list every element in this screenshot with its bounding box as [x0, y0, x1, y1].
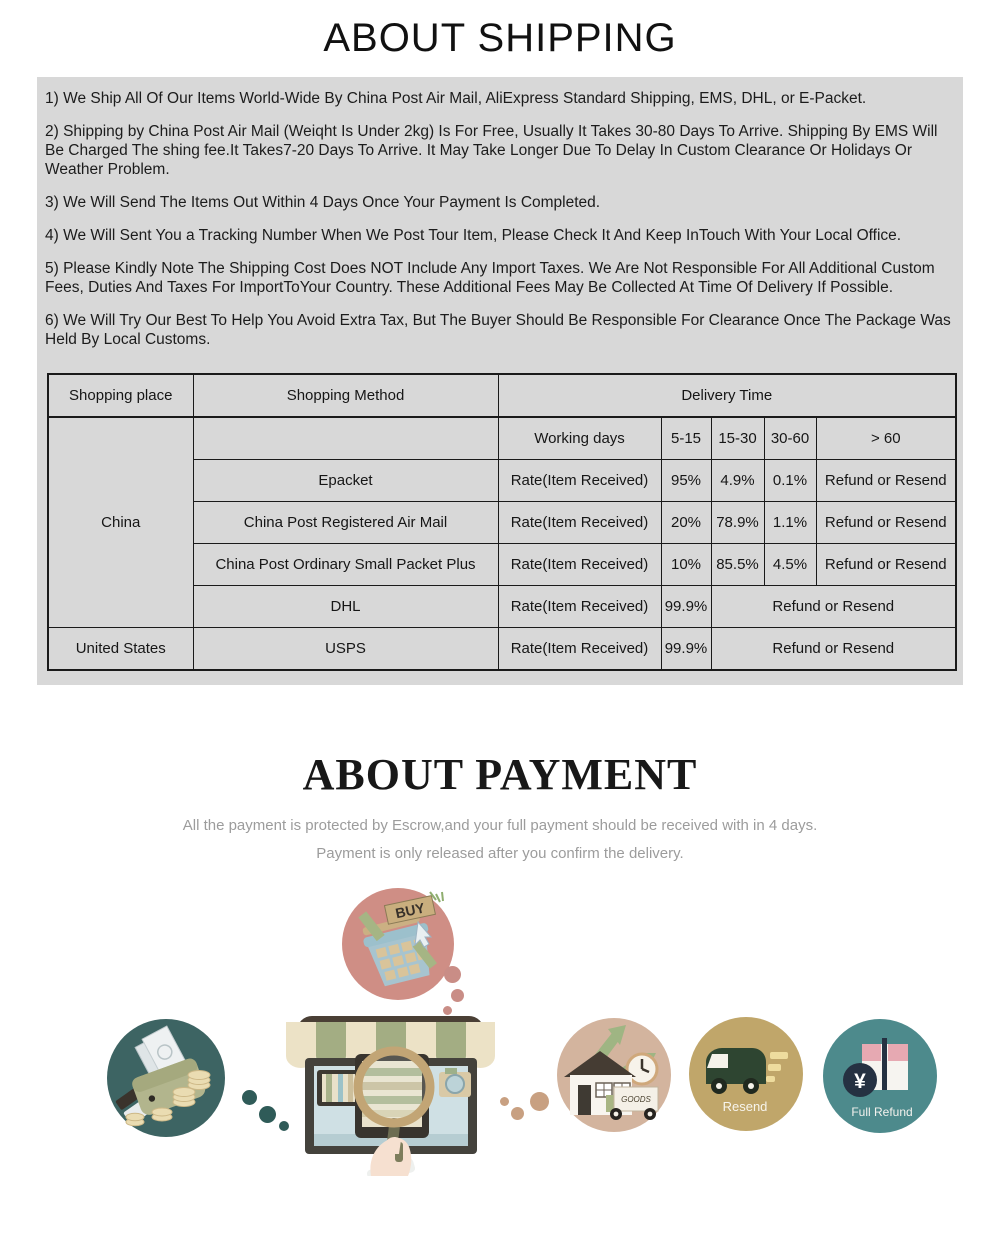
payment-title: ABOUT PAYMENT: [302, 750, 698, 799]
shipping-paragraph-1: 1) We Ship All Of Our Items World-Wide By China Post Air Mail, AliExpress Standard Shipping, EMS, DHL, or E-Packet.: [45, 90, 867, 107]
header-shopping-method: Shopping Method: [193, 374, 498, 417]
shipping-paragraph-5: 5) Please Kindly Note The Shipping Cost Does NOT Include Any Import Taxes. We Are Not Responsible For All Additional Custom Fees, Duties And Taxes For ImportToYour Country. These Additional Fees May Be Collected At Time Of Delivery If Possible.: [45, 260, 935, 296]
flow-dot-teal: [259, 1106, 276, 1123]
header-delivery-time: Delivery Time: [498, 374, 956, 417]
table-row: [48, 417, 956, 460]
table-row: [48, 628, 956, 671]
cell-method: China Post Ordinary Small Packet Plus: [193, 544, 498, 586]
cell-rate: 99.9%: [661, 586, 711, 628]
cell-method: DHL: [193, 586, 498, 628]
store-search-icon: [283, 1016, 498, 1176]
buy-sign-label: BUY: [393, 899, 427, 922]
wallet-payment-icon: [107, 1019, 225, 1137]
goods-label: GOODS: [621, 1095, 651, 1104]
flow-dot-tan: [511, 1107, 524, 1120]
cell-rate: 1.1%: [764, 502, 816, 544]
cell-working-days: Working days: [498, 417, 661, 460]
shipping-paragraph-2: 2) Shipping by China Post Air Mail (Weiqht Is Under 2kg) Is For Free, Usually It Takes 30-80 Days To Arrive. Shipping By EMS Will Be Charged The shing fee.It Takes7-20 Days To Arrive. It May Take Longer Due To Delay In Custom Clearance Or Holidays Or Weather Problem.: [45, 123, 938, 178]
payment-line-2: Payment is only released after you confirm the delivery.: [316, 845, 684, 862]
resend-label: Resend: [722, 1099, 768, 1114]
header-shopping-place: Shopping place: [48, 374, 193, 417]
cell-method: Epacket: [193, 460, 498, 502]
cell-rate-label: Rate(Item Received): [498, 628, 661, 671]
cell-result: Refund or Resend: [711, 586, 956, 628]
full-refund-label: Full Refund: [851, 1105, 913, 1119]
cell-place-china: China: [48, 417, 193, 628]
flow-dot-tan: [500, 1097, 509, 1106]
cell-range-2: 15-30: [711, 417, 764, 460]
cell-rate: 85.5%: [711, 544, 764, 586]
yen-symbol: ¥: [854, 1070, 866, 1093]
cell-method: USPS: [193, 628, 498, 671]
cell-rate: 4.5%: [764, 544, 816, 586]
table-header-row: [48, 374, 956, 417]
cell-place-us: United States: [48, 628, 193, 671]
flow-dot-pink: [451, 989, 464, 1002]
buy-basket-icon: [342, 888, 454, 1000]
shipping-info-panel: [37, 77, 963, 685]
cell-range-4: > 60: [816, 417, 956, 460]
cell-rate: 10%: [661, 544, 711, 586]
cell-rate: 4.9%: [711, 460, 764, 502]
cell-rate: 20%: [661, 502, 711, 544]
full-refund-icon: [822, 1018, 938, 1134]
cell-rate: 78.9%: [711, 502, 764, 544]
shipping-paragraph-4: 4) We Will Sent You a Tracking Number When We Post Tour Item, Please Check It And Keep InTouch With Your Local Office.: [45, 227, 902, 244]
shipping-paragraph-6: 6) We Will Try Our Best To Help You Avoid Extra Tax, But The Buyer Should Be Responsible For Clearance Once The Package Was Held By Local Customs.: [45, 312, 951, 348]
cell-result: Refund or Resend: [816, 544, 956, 586]
shipping-paragraph-3: 3) We Will Send The Items Out Within 4 Days Once Your Payment Is Completed.: [45, 194, 601, 211]
flow-dot-tan: [530, 1092, 549, 1111]
cell-result: Refund or Resend: [816, 460, 956, 502]
cell-range-1: 5-15: [661, 417, 711, 460]
cell-rate: 95%: [661, 460, 711, 502]
shipping-title: ABOUT SHIPPING: [323, 16, 677, 60]
cell-method-empty: [193, 417, 498, 460]
flow-dot-teal: [242, 1090, 257, 1105]
cell-method: China Post Registered Air Mail: [193, 502, 498, 544]
resend-icon: [688, 1016, 804, 1132]
cell-rate-label: Rate(Item Received): [498, 460, 661, 502]
flow-dot-pink: [444, 966, 461, 983]
cell-rate: 0.1%: [764, 460, 816, 502]
flow-dot-pink: [443, 1006, 452, 1015]
cell-result: Refund or Resend: [711, 628, 956, 671]
cell-result: Refund or Resend: [816, 502, 956, 544]
cell-rate-label: Rate(Item Received): [498, 544, 661, 586]
goods-delivery-icon: [556, 1017, 672, 1133]
cell-rate-label: Rate(Item Received): [498, 502, 661, 544]
cell-rate: 99.9%: [661, 628, 711, 671]
payment-process-illustration: [0, 886, 1000, 1176]
payment-line-1: All the payment is protected by Escrow,and your full payment should be received with in 4 days.: [182, 817, 818, 834]
cell-rate-label: Rate(Item Received): [498, 586, 661, 628]
cell-range-3: 30-60: [764, 417, 816, 460]
delivery-time-table: [47, 373, 957, 671]
